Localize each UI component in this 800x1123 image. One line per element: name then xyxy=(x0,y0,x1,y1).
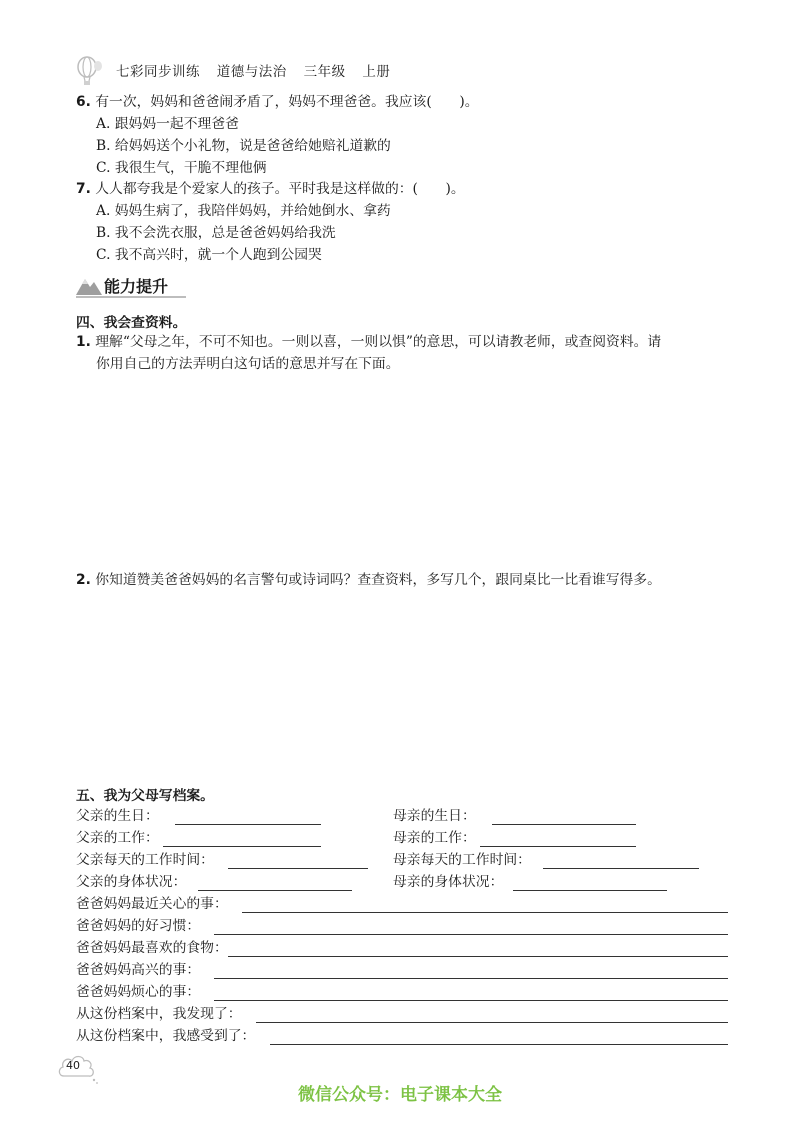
section-title xyxy=(76,273,276,299)
mother-job-line[interactable] xyxy=(480,846,636,847)
mother-job-label: 母亲的工作： xyxy=(393,830,476,846)
father-birthday-line[interactable] xyxy=(175,824,321,825)
q6-option-a: A. 跟妈妈一起不理爸爸 xyxy=(96,116,239,132)
q7-stem-row xyxy=(76,179,465,199)
father-job-line[interactable] xyxy=(163,846,321,847)
discovered-line[interactable] xyxy=(256,1022,728,1023)
q7-option-b: B. 我不会洗衣服，总是爸爸妈妈给我洗 xyxy=(96,225,336,241)
happy-things-label: 爸爸妈妈高兴的事： xyxy=(76,962,201,978)
worries-label: 爸爸妈妈烦心的事： xyxy=(76,984,201,1000)
mother-birthday-line[interactable] xyxy=(492,824,636,825)
mother-health-line[interactable] xyxy=(513,890,667,891)
mother-health-label: 母亲的身体状况： xyxy=(393,874,504,890)
felt-line[interactable] xyxy=(270,1044,728,1045)
part5-heading: 五、我为父母写档案。 xyxy=(76,788,214,804)
recent-concern-row xyxy=(76,894,728,914)
felt-row xyxy=(76,1026,728,1046)
balloon-icon xyxy=(76,56,104,86)
good-habits-label: 爸爸妈妈的好习惯： xyxy=(76,918,201,934)
mother-job-row xyxy=(393,828,643,848)
header-series: 七彩同步训练 xyxy=(116,64,200,80)
part4-q2-number: 2. xyxy=(76,572,91,588)
section-title-text: 能力提升 xyxy=(104,277,169,296)
footer-watermark: 微信公众号：电子课本大全 xyxy=(298,1085,502,1105)
favorite-food-line[interactable] xyxy=(228,956,728,957)
q6-option-c: C. 我很生气，干脆不理他俩 xyxy=(96,160,267,176)
father-job-row xyxy=(76,828,326,848)
father-health-line[interactable] xyxy=(198,890,352,891)
q7-number: 7. xyxy=(76,181,91,197)
mother-health-row xyxy=(393,872,673,892)
mountain-icon xyxy=(76,275,102,295)
part4-heading: 四、我会查资料。 xyxy=(76,315,187,331)
q7-option-c: C. 我不高兴时，就一个人跑到公园哭 xyxy=(96,247,322,263)
q6-number: 6. xyxy=(76,94,91,110)
happy-things-row xyxy=(76,960,728,980)
father-hours-line[interactable] xyxy=(228,868,368,869)
good-habits-row xyxy=(76,916,728,936)
recent-concern-line[interactable] xyxy=(242,912,728,913)
page-number: 40 xyxy=(66,1059,80,1072)
q7-stem: 人人都夸我是个爱家人的孩子。平时我是这样做的：( )。 xyxy=(95,181,465,197)
header-grade: 三年级 xyxy=(303,64,346,80)
header-volume: 上册 xyxy=(362,64,391,80)
favorite-food-row xyxy=(76,938,728,958)
father-birthday-label: 父亲的生日： xyxy=(76,808,159,824)
father-birthday-row xyxy=(76,806,326,826)
mother-hours-row xyxy=(393,850,703,870)
favorite-food-label: 爸爸妈妈最喜欢的食物： xyxy=(76,940,228,956)
father-job-label: 父亲的工作： xyxy=(76,830,159,846)
worries-line[interactable] xyxy=(214,1000,728,1001)
father-hours-label: 父亲每天的工作时间： xyxy=(76,852,214,868)
good-habits-line[interactable] xyxy=(214,934,728,935)
part4-q1-line1 xyxy=(76,332,661,352)
section-underline xyxy=(76,296,186,298)
part4-q1-line2: 你用自己的方法弄明白这句话的意思并写在下面。 xyxy=(96,356,400,372)
header-subject: 道德与法治 xyxy=(216,64,287,80)
q6-stem-row xyxy=(76,92,479,112)
part4-q1-text1: 理解“父母之年，不可不知也。一则以喜，一则以惧”的意思，可以请教老师，或查阅资料。请 xyxy=(95,334,662,350)
father-hours-row xyxy=(76,850,376,870)
father-health-label: 父亲的身体状况： xyxy=(76,874,187,890)
q6-stem: 有一次，妈妈和爸爸闹矛盾了，妈妈不理爸爸。我应该( )。 xyxy=(95,94,479,110)
discovered-row xyxy=(76,1004,728,1024)
q7-option-a: A. 妈妈生病了，我陪伴妈妈，并给她倒水、拿药 xyxy=(96,203,391,219)
mother-hours-line[interactable] xyxy=(543,868,699,869)
mother-birthday-label: 母亲的生日： xyxy=(393,808,476,824)
discovered-label: 从这份档案中，我发现了： xyxy=(76,1006,242,1022)
mother-hours-label: 母亲每天的工作时间： xyxy=(393,852,531,868)
part4-q1-number: 1. xyxy=(76,334,91,350)
page-header xyxy=(76,52,476,86)
felt-label: 从这份档案中，我感受到了： xyxy=(76,1028,256,1044)
header-text xyxy=(116,60,402,80)
father-health-row xyxy=(76,872,356,892)
recent-concern-label: 爸爸妈妈最近关心的事： xyxy=(76,896,228,912)
part4-q2-text: 你知道赞美爸爸妈妈的名言警句或诗词吗？查查资料，多写几个，跟同桌比一比看谁写得多。 xyxy=(95,572,661,588)
mother-birthday-row xyxy=(393,806,643,826)
happy-things-line[interactable] xyxy=(214,978,728,979)
worries-row xyxy=(76,982,728,1002)
q6-option-b: B. 给妈妈送个小礼物，说是爸爸给她赔礼道歉的 xyxy=(96,138,391,154)
part4-q2 xyxy=(76,570,661,590)
